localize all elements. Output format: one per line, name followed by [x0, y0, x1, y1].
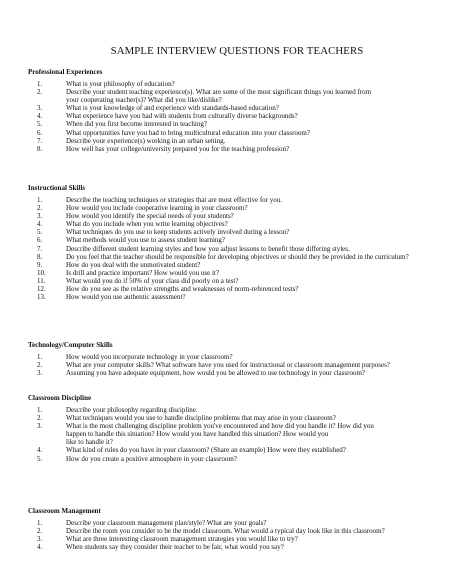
question-item — [0, 204, 474, 212]
question-number: 1. — [37, 196, 43, 204]
question-text: When did you first become interested in teaching? — [66, 120, 207, 129]
question-item — [0, 253, 474, 261]
question-item — [0, 236, 474, 244]
question-item — [0, 527, 474, 535]
question-text: What techniques would you use to handle discipline problems that may arise in your classroom? — [66, 414, 336, 423]
question-text: What opportunities have you had to bring multicultural education into your classroom? — [66, 128, 310, 137]
question-item — [0, 269, 474, 277]
question-number: 6. — [37, 128, 43, 137]
question-text: How would you incorporate technology in your classroom? — [66, 353, 233, 361]
question-item — [0, 406, 474, 414]
question-text: When students say they consider their teacher to be fair, what would you say? — [66, 543, 284, 552]
question-text: How would you include cooperative learning in your classroom? — [66, 204, 248, 213]
question-item — [0, 369, 474, 377]
question-number: 2. — [37, 361, 43, 370]
question-item — [0, 245, 474, 253]
question-number: 10. — [37, 268, 46, 277]
question-number: 7. — [37, 136, 43, 145]
question-number: 3. — [37, 104, 43, 113]
question-number: 4. — [37, 112, 43, 121]
question-text: What techniques do you use to keep students actively involved during a lesson? — [66, 228, 290, 237]
question-text: Is drill and practice important? How would you use it? — [66, 268, 219, 277]
section-heading: Technology/Computer Skills — [28, 341, 113, 349]
question-item — [0, 137, 474, 145]
question-text: What do you include when you write learning objectives? — [66, 220, 228, 229]
question-text: What are three interesting classroom management strategies you would like to try? — [66, 535, 298, 544]
question-number: 13. — [37, 293, 46, 302]
question-text: Describe the room you consider to be the model classroom. What would a typical day look like in this classroom? — [66, 527, 385, 536]
question-item — [0, 212, 474, 220]
section-heading: Classroom Management — [28, 507, 101, 515]
question-number: 3. — [37, 422, 43, 431]
question-text: What are your computer skills? What software have you used for instructional or classroom management purposes? — [66, 361, 390, 370]
question-item — [0, 129, 474, 137]
question-text: What kind of rules do you have in your classroom? (Share an example) How were they established? — [66, 446, 346, 455]
question-number: 4. — [37, 446, 43, 455]
question-text: What experience have you had with students from culturally diverse backgrounds? — [66, 112, 298, 121]
question-item — [0, 112, 474, 120]
question-text: What would you do if 50% of your class did poorly on a test? — [66, 276, 239, 285]
question-number: 5. — [37, 120, 43, 129]
question-list — [0, 196, 474, 301]
question-number: 5. — [37, 228, 43, 237]
question-item — [0, 361, 474, 369]
question-item — [0, 422, 474, 446]
question-item — [0, 543, 474, 551]
question-number: 2. — [37, 414, 43, 423]
question-text: Describe different student learning styles and how you adjust lessons to benefit those differing styles. — [66, 244, 350, 253]
question-number: 5. — [37, 454, 43, 463]
question-item — [0, 228, 474, 236]
question-text: How do you deal with the unmotivated student? — [66, 260, 201, 269]
question-item — [0, 519, 474, 527]
question-number: 2. — [37, 88, 43, 97]
question-item — [0, 261, 474, 269]
question-number: 2. — [37, 527, 43, 536]
section-heading: Classroom Discipline — [28, 394, 92, 402]
question-number: 6. — [37, 236, 43, 245]
question-number: 9. — [37, 260, 43, 269]
question-text: How do you see as the relative strengths and weaknesses of norm-referenced tests? — [66, 285, 299, 294]
question-text: What is your philosophy of education? — [66, 80, 175, 88]
question-item — [0, 414, 474, 422]
question-list — [0, 80, 474, 153]
question-number: 3. — [37, 535, 43, 544]
question-item — [0, 353, 474, 361]
question-number: 7. — [37, 244, 43, 253]
question-text: How would you use authentic assessment? — [66, 293, 186, 302]
question-number: 3. — [37, 212, 43, 221]
question-number: 1. — [37, 353, 43, 361]
section-heading: Professional Experiences — [28, 68, 103, 76]
question-list — [0, 353, 474, 377]
question-list — [0, 519, 474, 551]
question-item — [0, 285, 474, 293]
question-item — [0, 293, 474, 301]
question-item — [0, 277, 474, 285]
question-number: 1. — [37, 406, 43, 414]
question-number: 12. — [37, 285, 46, 294]
question-item — [0, 535, 474, 543]
question-text: Describe the teaching techniques or strategies that are most effective for you. — [66, 196, 283, 204]
question-list — [0, 406, 474, 463]
question-item — [0, 196, 474, 204]
section-heading: Instructional Skills — [28, 184, 85, 192]
question-text: How do you create a positive atmosphere in your classroom? — [66, 454, 237, 463]
question-number: 3. — [37, 369, 43, 378]
question-number: 1. — [37, 519, 43, 527]
question-item — [0, 88, 474, 104]
question-text: What is your knowledge of and experience with standards-based education? — [66, 104, 279, 113]
question-text: Describe your experience(s) working in an urban setting. — [66, 136, 226, 145]
question-text: How well has your college/university prepared you for the teaching profession? — [66, 144, 290, 153]
question-number: 8. — [37, 144, 43, 153]
question-item — [0, 104, 474, 112]
question-text: Assuming you have adequate equipment, how would you be allowed to use technology in your classroom? — [66, 369, 365, 378]
question-item — [0, 455, 474, 463]
question-number: 2. — [37, 204, 43, 213]
question-item — [0, 120, 474, 128]
question-number: 4. — [37, 220, 43, 229]
question-number: 11. — [37, 276, 46, 285]
question-item — [0, 446, 474, 454]
question-text: Describe your student teaching experience(s). What are some of the most significant things you learned from your cooperating teacher(s)? What did you like/dislike? — [66, 88, 372, 105]
question-number: 1. — [37, 80, 43, 88]
question-text: Describe your philosophy regarding discipline. — [66, 406, 198, 414]
question-number: 8. — [37, 252, 43, 261]
question-text: What is the most challenging discipline problem you've encountered and how did you handle it? How did you happen to handle this situation? How would you have handled this situation? How would you like to handle it? — [66, 422, 374, 447]
question-item — [0, 220, 474, 228]
question-item — [0, 80, 474, 88]
question-text: Do you feel that the teacher should be responsible for developing objectives or should they be provided in the curriculum? — [66, 252, 409, 261]
question-text: What methods would you use to assess student learning? — [66, 236, 226, 245]
question-text: How would you identify the special needs of your students? — [66, 212, 234, 221]
question-item — [0, 145, 474, 153]
question-number: 4. — [37, 543, 43, 552]
question-text: Describe your classroom management plan/style? What are your goals? — [66, 519, 267, 527]
document-title: SAMPLE INTERVIEW QUESTIONS FOR TEACHERS — [110, 45, 364, 57]
